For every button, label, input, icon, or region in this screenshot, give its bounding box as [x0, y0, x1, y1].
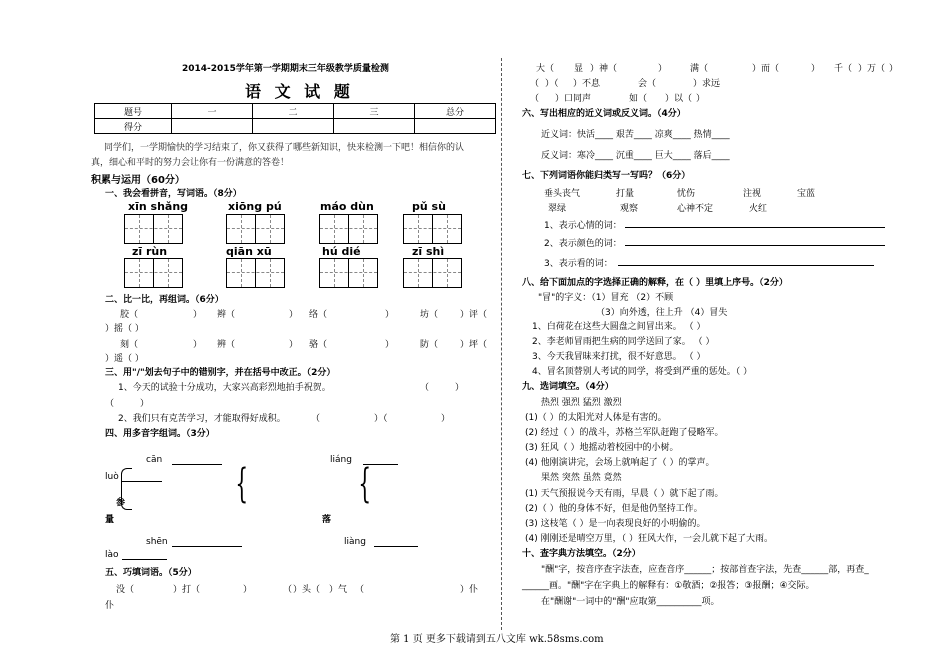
score-cell[interactable]: [415, 119, 496, 134]
idiom-item: ）而（: [752, 64, 780, 74]
compare-item: ）: [289, 310, 299, 320]
dictionary-line: 在"酬谢"一词中的"酬"应取第__________项。: [541, 597, 720, 607]
score-cell[interactable]: [253, 119, 334, 134]
answer-paren: ）（: [374, 414, 388, 424]
word-item: 心神不定: [677, 204, 714, 214]
idiom-item: （: [283, 585, 293, 595]
category-label: 2、表示颜色的词：: [544, 239, 622, 249]
answer-line[interactable]: [172, 464, 222, 465]
answer-paren: ）: [140, 399, 150, 409]
word-group: 果然 突然 虽然 竟然: [541, 473, 622, 483]
pinyin-label: zī shì: [412, 245, 445, 258]
compare-item: 络（: [309, 310, 328, 320]
definition-line: （3）向外透，往上升 （4）冒失: [596, 308, 728, 318]
word-row: 近义词：快活____ 艰苦____ 凉爽____ 热情____: [541, 130, 730, 140]
part-heading: 积累与运用（60分）: [91, 175, 185, 186]
pinyin-label: liáng: [330, 455, 352, 465]
compare-item: 骆（: [309, 340, 328, 350]
idiom-item: 会（: [638, 79, 657, 89]
idiom-item: 满（: [690, 64, 709, 74]
writing-grid[interactable]: [403, 214, 462, 244]
answer-line[interactable]: [122, 559, 167, 560]
pinyin-label: máo dùn: [320, 200, 374, 213]
question-title: 一、我会看拼音，写词语。（8分）: [105, 189, 242, 199]
compare-item: 防（: [420, 340, 439, 350]
idiom-item: ）: [811, 64, 821, 74]
answer-paren: ）: [455, 383, 465, 393]
word-item: 打量: [616, 189, 635, 199]
definition-line: "冒"的字义：（1）冒充 （2）不顾: [538, 293, 674, 303]
sentence: (3) 狂风（ ）地摇动着校园中的小树。: [525, 443, 679, 453]
word-item: 火红: [749, 204, 768, 214]
idiom-item: （: [530, 79, 540, 89]
score-cell[interactable]: [172, 119, 253, 134]
question-title: 六、写出相应的近义词或反义词。（4分）: [522, 109, 686, 119]
writing-grid[interactable]: [226, 214, 285, 244]
idiom-item: ）神（: [590, 64, 618, 74]
writing-grid[interactable]: [319, 258, 378, 288]
score-cell: 得分: [95, 119, 172, 134]
pinyin-label: qiān xū: [226, 245, 272, 258]
category-label: 3、表示看的词：: [544, 259, 613, 269]
brace-left: [121, 468, 132, 510]
sentence: 1、今天的试验十分成功，大家兴高彩烈地拍手祝贺。: [118, 383, 331, 393]
answer-line[interactable]: [374, 546, 418, 547]
score-cell: 三: [334, 104, 415, 119]
sentence: 3、今天我冒昧来打扰，很不好意思。 （ ）: [532, 352, 706, 362]
compare-item: ）: [193, 340, 203, 350]
idiom-item: ）（: [545, 79, 559, 89]
dictionary-line: "酬"字，按音序查字法查，应查音序______；按部首查字法，先查______部，再查_: [541, 565, 869, 575]
answer-paren: （: [105, 399, 115, 409]
word-row: 反义词：寒冷____ 沉重____ 巨大____ 落后____: [541, 151, 730, 161]
question-title: 十、查字典方法填空。（2分）: [522, 549, 641, 559]
pinyin-label: xiōng pú: [228, 200, 282, 213]
question-title: 九、选词填空。（4分）: [522, 382, 614, 392]
compare-item: 胶（: [120, 310, 139, 320]
word-item: 忧伤: [677, 189, 696, 199]
answer-line[interactable]: [625, 245, 885, 246]
idiom-item: ）: [889, 64, 899, 74]
idiom-item: ）求远: [693, 79, 721, 89]
brace-icon: {: [358, 461, 372, 507]
question-title: 五、巧填词语。（5分）: [105, 568, 197, 578]
score-cell: 一: [172, 104, 253, 119]
score-table-row: [95, 104, 496, 119]
idiom-item: ）口同声: [555, 94, 592, 104]
idiom-item: ）: [243, 585, 253, 595]
compare-item: ）: [385, 310, 395, 320]
polyphone-char: 量: [105, 515, 115, 525]
idiom-item: ）气: [329, 585, 348, 595]
writing-grid[interactable]: [124, 258, 183, 288]
question-title: 七、下列词语你能归类写一写吗？（6分）: [522, 171, 691, 181]
score-cell: 题号: [95, 104, 172, 119]
sentence: (1)（ ）的太阳光对人体是有害的。: [525, 413, 667, 423]
compare-item: ）: [193, 310, 203, 320]
idiom-item: ）仆: [460, 585, 479, 595]
brace-icon: {: [235, 461, 249, 507]
sentence: (1) 天气预报说今天有雨，早晨（ ）就下起了雨。: [525, 489, 724, 499]
sentence: 4、冒名顶替别人考试的同学，将受到严重的惩处。（ ）: [532, 367, 753, 377]
answer-paren: ）: [441, 414, 451, 424]
pinyin-label: xīn shǎng: [128, 200, 189, 213]
word-group: 热烈 强烈 猛烈 激烈: [541, 398, 622, 408]
compare-item: 坊（: [420, 310, 439, 320]
polyphone-char: 参: [116, 498, 126, 508]
category-label: 1、表示心情的词：: [544, 221, 622, 231]
score-cell[interactable]: [334, 119, 415, 134]
pinyin-label: cān: [146, 455, 163, 465]
idiom-item: （: [530, 94, 540, 104]
answer-line[interactable]: [625, 227, 885, 228]
pinyin-label: luò: [105, 472, 119, 482]
subject-title: 语 文 试 题: [245, 82, 354, 101]
compare-item: 辨（: [217, 340, 236, 350]
compare-item: ）摇（ ）: [105, 324, 144, 334]
idiom-item: 显: [574, 64, 584, 74]
compare-item: 辫（: [217, 310, 236, 320]
idiom-item: ）打（: [173, 585, 201, 595]
idiom-item: ）万（: [858, 64, 886, 74]
writing-grid[interactable]: [226, 258, 285, 288]
pinyin-label: pǔ sù: [412, 200, 446, 213]
sentence: 2、李老师冒雨把生病的同学送回了家。 （ ）: [532, 337, 715, 347]
idiom-item: 千（: [834, 64, 853, 74]
compare-item: ）评（: [460, 310, 488, 320]
idiom-item: ）不息: [573, 79, 601, 89]
dictionary-line: ______画。"酬"字在字典上的解释有：①敬酒；②报答；③报酬；④交际。: [522, 581, 815, 591]
idiom-item: （: [355, 585, 365, 595]
compare-item: 刻（: [120, 340, 139, 350]
pinyin-label: zī rùn: [132, 245, 168, 258]
idiom-item: 没（: [116, 585, 135, 595]
compare-item: ）遥（ ）: [105, 354, 144, 364]
polyphone-char: 落: [322, 515, 332, 525]
answer-line[interactable]: [172, 546, 242, 547]
score-table: [94, 103, 496, 134]
score-cell: 总分: [415, 104, 496, 119]
question-title: 四、用多音字组词。（3分）: [105, 429, 215, 439]
sentence: (2) 经过（ ）的战斗，苏格兰军队赶跑了侵略军。: [525, 428, 724, 438]
pinyin-label: lào: [105, 550, 119, 560]
intro-line: 同学们，一学期愉快的学习结束了，你又获得了哪些新知识，快来检测一下吧！相信你的认: [104, 143, 465, 153]
writing-grid[interactable]: [403, 258, 462, 288]
idiom-item: ）: [658, 64, 668, 74]
column-divider: [501, 58, 502, 630]
sentence: 2、我们只有克苦学习，才能取得好成积。: [118, 414, 286, 424]
pinyin-label: liàng: [344, 537, 366, 547]
question-title: 三、用"/"划去句子中的错别字，并在括号中改正。（2分）: [105, 368, 336, 378]
question-title: 八、给下面加点的字选择正确的解释，在（ ）里填上序号。（2分）: [522, 278, 788, 288]
sentence: (4) 刚刚还是晴空万里，（ ）狂风大作，一会儿就下起了大雨。: [525, 534, 773, 544]
sentence: (4) 他刚演讲完，会场上就响起了（ ）的掌声。: [525, 458, 715, 468]
idiom-item: 大（: [536, 64, 555, 74]
word-item: 翠绿: [548, 204, 567, 214]
answer-paren: （: [420, 383, 430, 393]
intro-line: 真，细心和平时的努力会让你有一份满意的答卷！: [91, 158, 290, 168]
pinyin-label: shēn: [146, 537, 168, 547]
sentence: 1、白荷花在这些大圆盘之间冒出来。 （ ）: [532, 322, 706, 332]
compare-item: ）: [385, 340, 395, 350]
word-item: 垂头丧气: [544, 189, 581, 199]
word-item: 观察: [620, 204, 639, 214]
idiom-item: 仆: [105, 601, 115, 611]
answer-paren: （: [311, 414, 321, 424]
exam-title: 2014-2015学年第一学期期末三年级教学质量检测: [182, 64, 389, 74]
idiom-item: 如（: [629, 94, 648, 104]
score-cell: 二: [253, 104, 334, 119]
page-footer: 第 1 页 更多下载请到五八文库 wk.58sms.com: [390, 634, 604, 645]
word-item: 宝蓝: [797, 189, 816, 199]
compare-item: ）: [289, 340, 299, 350]
score-table-row: [95, 119, 496, 134]
idiom-item: ）以（: [665, 94, 693, 104]
pinyin-label: hú dié: [322, 245, 361, 258]
sentence: (2)（ ）他的身体不好，但是他仍坚持工作。: [525, 504, 703, 514]
idiom-item: ）: [696, 94, 706, 104]
answer-line[interactable]: [618, 265, 874, 266]
writing-grid[interactable]: [319, 214, 378, 244]
writing-grid[interactable]: [124, 214, 183, 244]
word-item: 注视: [743, 189, 762, 199]
idiom-item: ）头（: [293, 585, 321, 595]
question-title: 二、比一比，再组词。（6分）: [105, 295, 224, 305]
sentence: (3) 这枝笔（ ）是一向表现良好的小明偷的。: [525, 519, 706, 529]
compare-item: ）坪（: [460, 340, 488, 350]
